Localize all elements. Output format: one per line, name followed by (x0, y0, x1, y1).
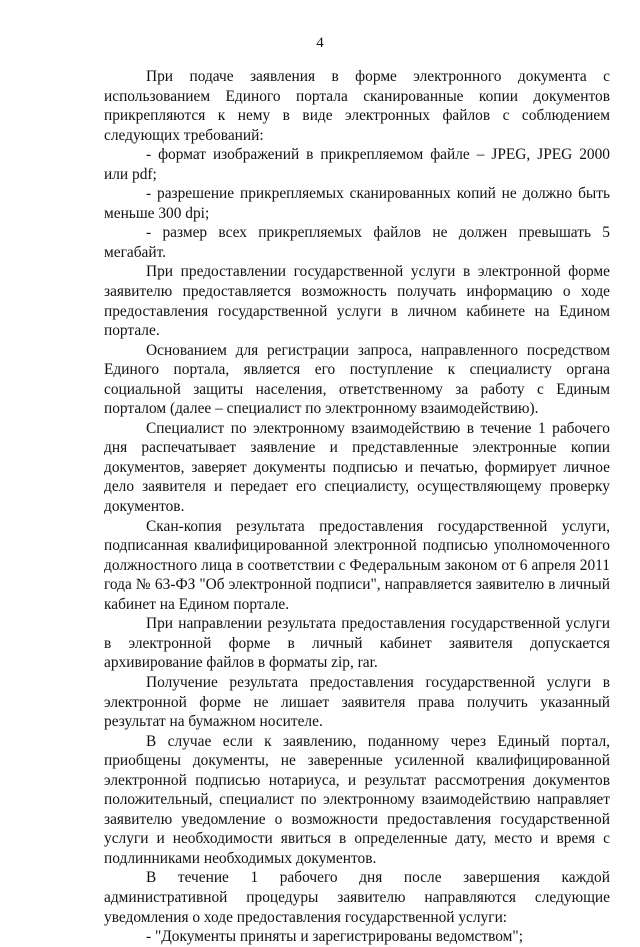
paragraph-notifications: В течение 1 рабочего дня после завершения каждой административной процедуры заявителю направляются следующие уведомления о ходе предоставления государственной услуги: (104, 869, 610, 926)
paragraph-personal-account-info: При предоставлении государственной услуги в электронной форме заявителю предоставляется возможность получать информацию о ходе предоставления государственной услуги в личном кабинете на Едином портале. (104, 263, 610, 340)
list-item-documents-accepted: - "Документы приняты и зарегистрированы ведомством"; (146, 928, 523, 946)
list-item-file-size: - размер всех прикрепляемых файлов не должен превышать 5 мегабайт. (104, 224, 610, 261)
paragraph-archiving: При направлении результата предоставления государственной услуги в электронной форме в личный кабинет заявителя допускается архивирование файлов в форматы zip, rar. (104, 615, 610, 672)
list-item-image-format: - формат изображений в прикрепляемом файле – JPEG, JPEG 2000 или pdf; (104, 146, 610, 183)
paragraph-specialist-processing: Специалист по электронному взаимодействию в течение 1 рабочего дня распечатывает заявление и представленные электронные копии документов, заверяет документы подписью и печатью, формирует личное дело заявителя и передает его специалисту, осуществляющему проверку документов. (104, 419, 610, 516)
paragraph-scan-copy-result: Скан-копия результата предоставления государственной услуги, подписанная квалифицированной электронной подписью уполномоченного должностного лица в соответствии с Федеральным законом от 6 апреля 2011 года № 63-ФЗ "Об электронной подписи", направляется заявителю в личный кабинет на Едином портале. (104, 517, 610, 613)
list-item-scan-resolution: - разрешение прикрепляемых сканированных копий не должно быть меньше 300 dpi; (104, 185, 610, 222)
document-body (104, 67, 610, 947)
page-number: 4 (316, 35, 324, 51)
paragraph-electronic-submission: При подаче заявления в форме электронного документа с использованием Единого портала сканированные копии документов прикрепляются к нему в виде электронных файлов с соблюдением следующих требований: (104, 68, 610, 144)
paragraph-paper-result: Получение результата предоставления государственной услуги в электронной форме не лишает заявителя права получить указанный результат на бумажном носителе. (104, 673, 610, 731)
paragraph-registration-basis: Основанием для регистрации запроса, направленного посредством Единого портала, является его поступление к специалисту органа социальной защиты населения, ответственному за работу с Единым порталом (далее – специалист по электронному взаимодействию). (104, 341, 610, 418)
paragraph-originals-notice: В случае если к заявлению, поданному через Единый портал, приобщены документы, не заверенные усиленной квалифицированной электронной подписью нотариуса, и результат рассмотрения документов положительный, специалист по электронному взаимодействию направляет заявителю уведомление о возможности предоставления государственной услуги и необходимости явиться в определенные дату, место и время с подлинниками необходимых документов. (104, 732, 610, 867)
